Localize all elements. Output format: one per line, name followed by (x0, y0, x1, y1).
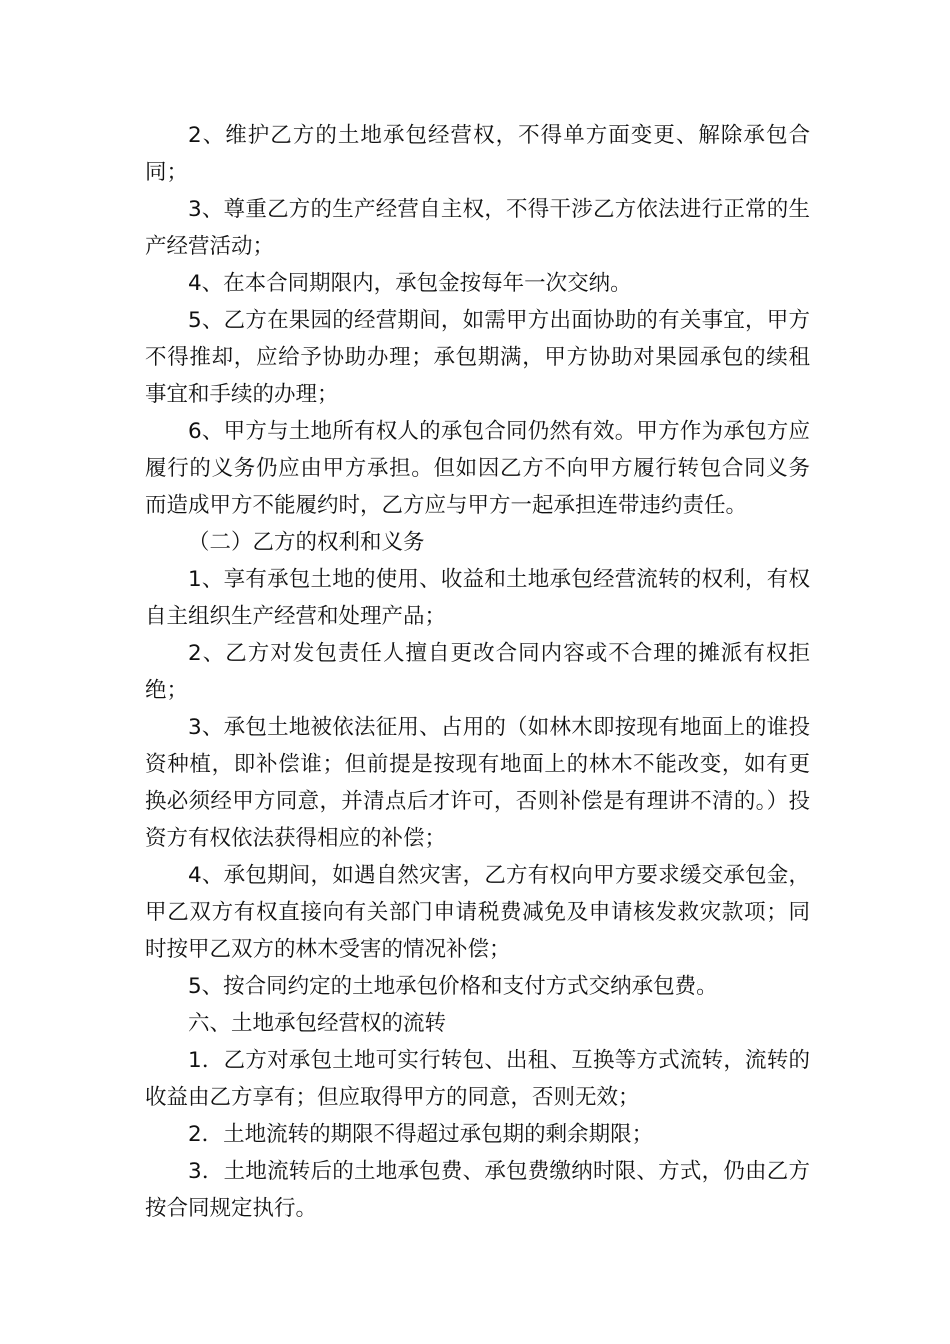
section-heading: 六、土地承包经营权的流转 (188, 1011, 447, 1036)
section-heading: （二）乙方的权利和义务 (188, 530, 425, 555)
paragraph: 5、乙方在果园的经营期间，如需甲方出面协助的有关事宜，甲方不得推却，应给予协助办理；承包期满，甲方协助对果园承包的续租事宜和手续的办理； (145, 308, 810, 407)
document-body (145, 117, 810, 1227)
paragraph: 2、乙方对发包责任人擅自更改合同内容或不合理的摊派有权拒绝； (145, 641, 810, 703)
paragraph: 6、甲方与土地所有权人的承包合同仍然有效。甲方作为承包方应履行的义务仍应由甲方承担。但如因乙方不向甲方履行转包合同义务而造成甲方不能履约时，乙方应与甲方一起承担连带违约责任。 (145, 419, 810, 518)
paragraph: 4、承包期间，如遇自然灾害，乙方有权向甲方要求缓交承包金，甲乙双方有权直接向有关部门申请税费减免及申请核发救灾款项；同时按甲乙双方的林木受害的情况补偿； (145, 863, 810, 962)
paragraph: 1、享有承包土地的使用、收益和土地承包经营流转的权利，有权自主组织生产经营和处理产品； (145, 567, 810, 629)
paragraph: 4、在本合同期限内，承包金按每年一次交纳。 (188, 271, 632, 296)
paragraph: 3、尊重乙方的生产经营自主权，不得干涉乙方依法进行正常的生产经营活动； (145, 197, 810, 259)
paragraph: 3、承包土地被依法征用、占用的（如林木即按现有地面上的谁投资种植，即补偿谁；但前提是按现有地面上的林木不能改变，如有更换必须经甲方同意，并清点后才许可，否则补偿是有理讲不清的。）投资方有权依法获得相应的补偿； (145, 715, 810, 851)
paragraph: 3．土地流转后的土地承包费、承包费缴纳时限、方式，仍由乙方按合同规定执行。 (145, 1159, 810, 1221)
paragraph: 2、维护乙方的土地承包经营权，不得单方面变更、解除承包合同； (145, 123, 810, 185)
paragraph: 5、按合同约定的土地承包价格和支付方式交纳承包费。 (188, 974, 718, 999)
paragraph: 2．土地流转的期限不得超过承包期的剩余期限； (188, 1122, 654, 1147)
paragraph: 1．乙方对承包土地可实行转包、出租、互换等方式流转，流转的收益由乙方享有；但应取得甲方的同意，否则无效； (145, 1048, 810, 1110)
